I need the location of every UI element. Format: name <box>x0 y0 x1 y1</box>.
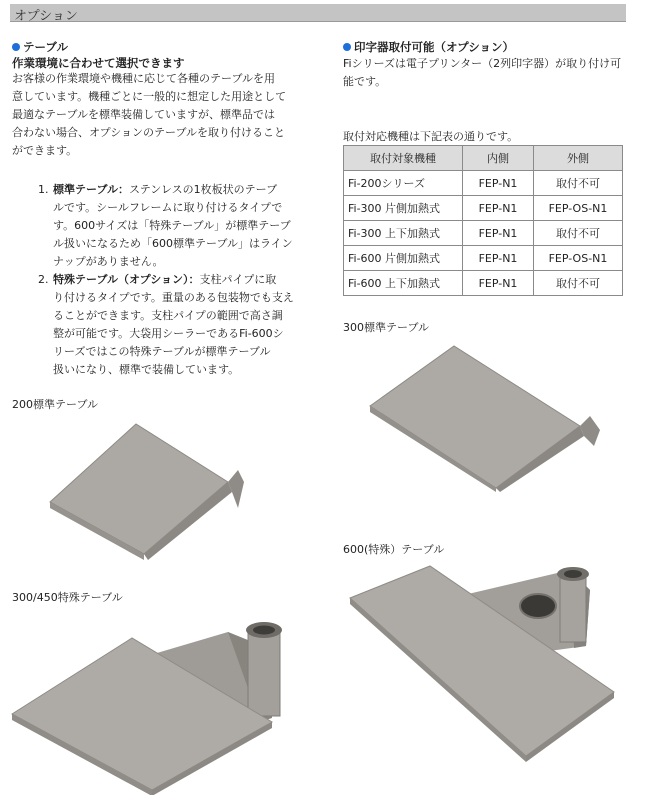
table-section-subtitle: 作業環境に合わせて選択できます <box>12 56 185 70</box>
list-item-title: 標準テーブル： <box>53 183 130 196</box>
list-item-line: ルです。シールフレームに取り付けるタイプで <box>53 201 283 214</box>
table-cell: Fi-300 上下加熱式 <box>344 221 463 246</box>
table-cell: 取付不可 <box>534 221 623 246</box>
caption-200-table: 200標準テーブル <box>12 398 99 411</box>
list-item <box>38 181 303 271</box>
table-cell: Fi-600 片側加熱式 <box>344 246 463 271</box>
printer-section-title-text: 印字器取付可能（オプション） <box>354 40 514 54</box>
printer-desc-line: 能です。 <box>343 75 387 88</box>
list-item-line: ステンレスの1枚板状のテーブ <box>129 183 278 196</box>
blue-bullet-icon <box>343 43 351 51</box>
intro-line: 最適なテーブルを標準装備していますが、標準品では <box>12 108 276 121</box>
table-cell: FEP-N1 <box>463 271 534 296</box>
printer-section-title <box>343 39 514 55</box>
list-item-line: 整が可能です。大袋用シーラーであるFi-600シ <box>53 327 284 340</box>
table-cell: FEP-N1 <box>463 196 534 221</box>
table-row <box>344 246 623 271</box>
column-header: 外側 <box>534 146 623 171</box>
table-row <box>344 221 623 246</box>
intro-line: ができます。 <box>12 144 78 157</box>
list-item-line: り付けるタイプです。重量のある包装物でも支え <box>53 291 294 304</box>
list-item-line: ル扱いになるため「600標準テーブル」はライン <box>53 237 293 250</box>
table-cell: FEP-OS-N1 <box>534 246 623 271</box>
table-cell: FEP-N1 <box>463 246 534 271</box>
table-cell: Fi-300 片側加熱式 <box>344 196 463 221</box>
table-section-title <box>12 39 68 55</box>
table-cell: 取付不可 <box>534 171 623 196</box>
table-cell: FEP-OS-N1 <box>534 196 623 221</box>
table-600-illustration <box>348 562 620 782</box>
table-type-list <box>38 181 303 379</box>
list-item-number: 1. <box>38 183 49 196</box>
table-300-450-illustration <box>10 610 300 795</box>
blue-bullet-icon <box>12 43 20 51</box>
printer-description <box>343 55 633 91</box>
list-item-line: 扱いになり、標準で装備しています。 <box>53 363 240 376</box>
table-cell: FEP-N1 <box>463 171 534 196</box>
table-section-title-text: テーブル <box>23 40 68 54</box>
printer-desc-line: Fiシリーズは電子プリンター（2列印字器）が取り付け可 <box>343 57 622 70</box>
printer-compat-table <box>343 145 623 296</box>
list-item-line: ナップがありません。 <box>53 255 164 268</box>
intro-line: 合わない場合、オプションのテーブルを取り付けること <box>12 126 286 139</box>
list-item-title: 特殊テーブル（オプション）： <box>53 273 200 286</box>
table-200-illustration <box>48 420 248 560</box>
list-item-line: 支柱パイプに取 <box>199 273 277 286</box>
list-item-line: す。600サイズは「特殊テーブル」が標準テーブ <box>53 219 291 232</box>
intro-line: 意しています。機種ごとに一般的に想定した用途として <box>12 90 287 103</box>
caption-600-table: 600(特殊）テーブル <box>343 543 445 556</box>
column-header: 内側 <box>463 146 534 171</box>
table-row <box>344 271 623 296</box>
caption-300-450-table: 300/450特殊テーブル <box>12 591 123 604</box>
list-item <box>38 271 303 379</box>
table-cell: FEP-N1 <box>463 221 534 246</box>
table-row <box>344 196 623 221</box>
list-item-line: リーズではこの特殊テーブルが標準テーブル <box>53 345 271 358</box>
table-cell: 取付不可 <box>534 271 623 296</box>
caption-300-table: 300標準テーブル <box>343 321 430 334</box>
table-cell: Fi-200シリーズ <box>344 171 463 196</box>
column-header: 取付対象機種 <box>344 146 463 171</box>
intro-paragraph <box>12 70 302 160</box>
table-note: 取付対応機種は下記表の通りです。 <box>343 130 519 143</box>
list-item-number: 2. <box>38 273 49 286</box>
table-row <box>344 171 623 196</box>
intro-line: お客様の作業環境や機種に応じて各種のテーブルを用 <box>12 72 276 85</box>
section-header-bar <box>10 4 626 22</box>
list-item-line: ることができます。支柱パイプの範囲で高さ調 <box>53 309 283 322</box>
header-title: オプション <box>14 9 78 24</box>
table-300-illustration <box>368 342 604 492</box>
table-cell: Fi-600 上下加熱式 <box>344 271 463 296</box>
table-header-row <box>344 146 623 171</box>
